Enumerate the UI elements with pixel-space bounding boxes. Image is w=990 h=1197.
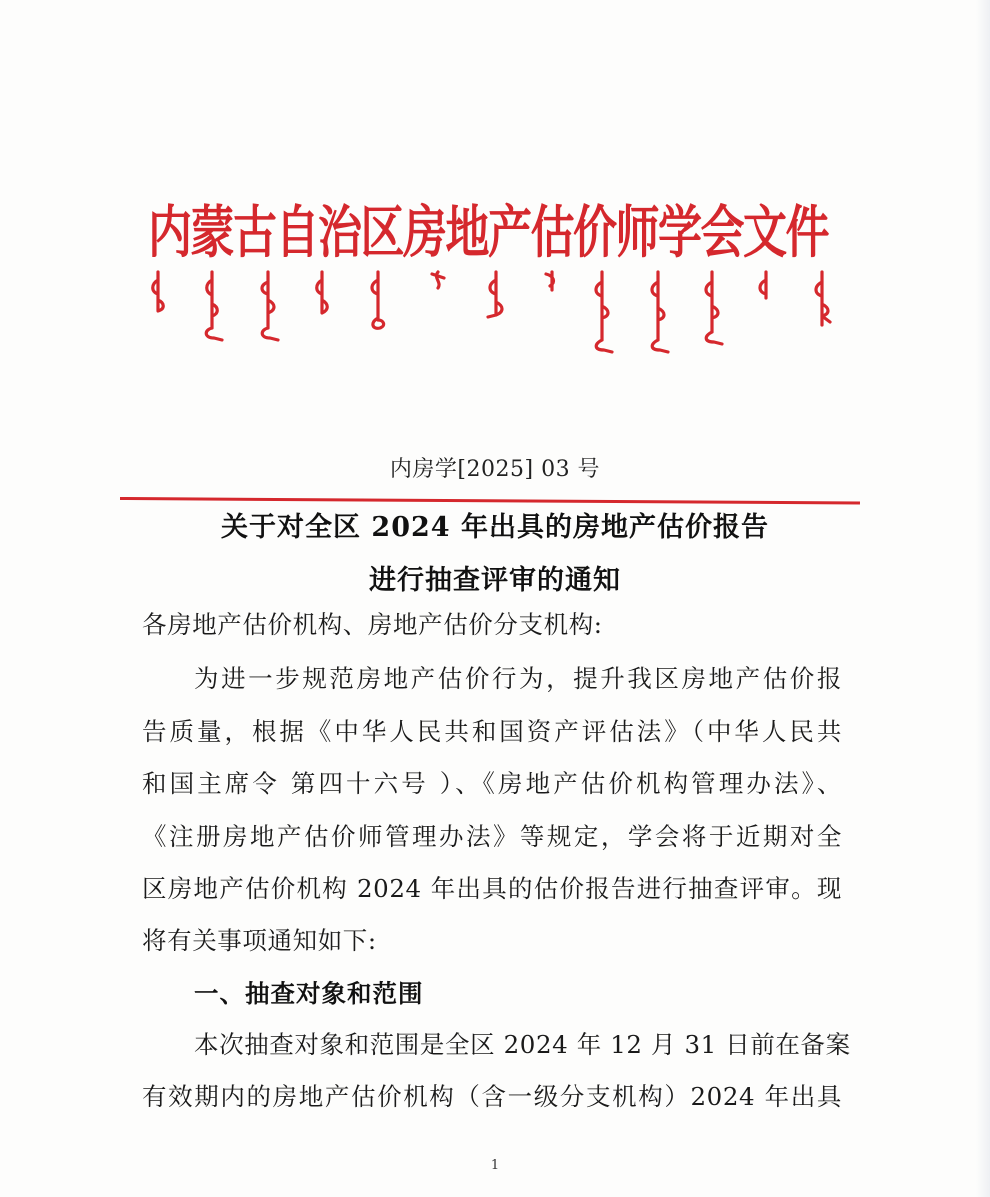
paragraph2-line: 本次抽查对象和范围是全区 2024 年 12 月 31 日前在备案 [194,1030,851,1059]
section-heading: 一、抽查对象和范围 [194,979,424,1008]
document-title-line-2: 进行抽查评审的通知 [369,565,621,596]
org-header-title: 内蒙古自治区房地产估价师学会文件 [148,200,828,266]
salutation: 各房地产估价机构、房地产估价分支机构: [142,610,603,639]
document-title-line-1: 关于对全区 2024 年出具的房地产估价报告 [221,512,769,543]
page-number: 1 [490,1158,500,1173]
document-number: 内房学[2025] 03 号 [389,457,601,482]
paragraph1-line: 区房地产估价机构 2024 年出具的估价报告进行抽查评审。现 [142,874,842,903]
paragraph1-line: 为进一步规范房地产估价行为，提升我区房地产估价报 [194,664,842,693]
page-edge-shadow [976,0,990,1197]
mongolian-script-graphic [150,270,840,370]
paragraph1-line: 《注册房地产估价师管理办法》等规定，学会将于近期对全 [142,822,842,851]
paragraph1-line: 将有关事项通知如下: [142,926,377,955]
red-divider-line [120,497,860,505]
paragraph1-line: 告质量，根据《中华人民共和国资产评估法》（中华人民共 [142,717,842,746]
paragraph2-line: 有效期内的房地产估价机构（含一级分支机构）2024 年出具 [142,1082,842,1111]
paragraph1-line: 和国主席令 第四十六号 ）、《房地产估价机构管理办法》、 [142,769,842,798]
mongolian-script-header [150,270,840,370]
